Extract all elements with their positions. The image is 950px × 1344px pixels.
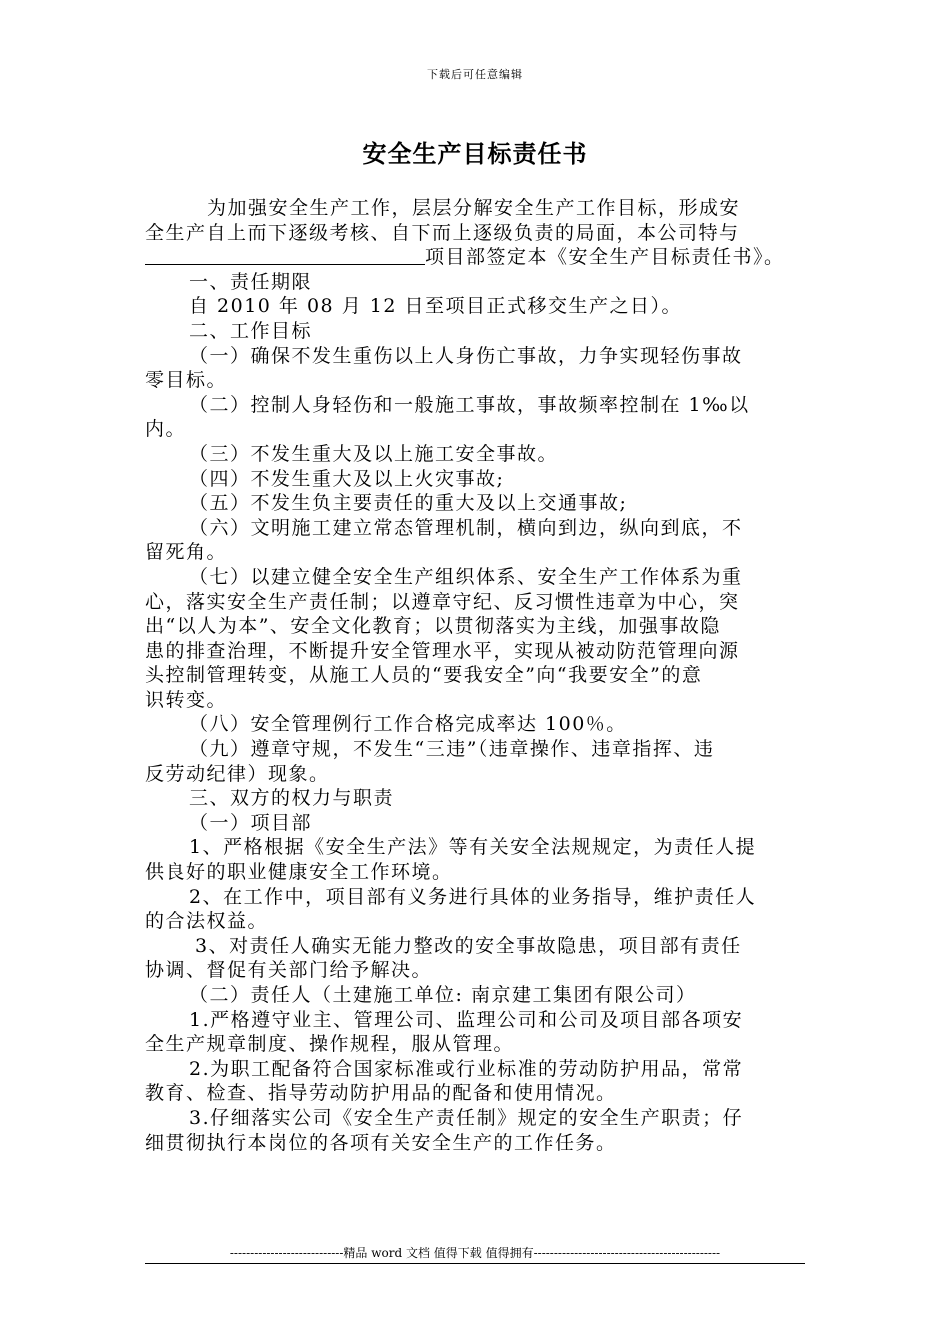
party-duty-3-line-1: 3.仔细落实公司《安全生产责任制》规定的安全生产职责；仔 <box>189 1106 744 1129</box>
goal-1-line-1: （一）确保不发生重伤以上人身伤亡事故，力争实现轻伤事故 <box>189 344 743 367</box>
party-duty-2-line-1: 2.为职工配备符合国家标准或行业标准的劳动防护用品，常常 <box>189 1057 744 1080</box>
goal-7-line-1: （七）以建立健全安全生产组织体系、安全生产工作体系为重 <box>189 565 743 588</box>
goal-7-line-3: 出“以人为本”、安全文化教育；以贯彻落实为主线，加强事故隐 <box>145 615 721 638</box>
goal-2-line-1: （二）控制人身轻伤和一般施工事故，事故频率控制在 1‰以 <box>189 393 750 416</box>
section-2-heading: 二、工作目标 <box>189 319 313 342</box>
party-duty-2-line-2: 教育、检查、指导劳动防护用品的配备和使用情况。 <box>145 1082 617 1105</box>
party-duty-1-line-2: 全生产规章制度、操作规程，服从管理。 <box>145 1033 515 1056</box>
intro-line-3 <box>145 245 815 270</box>
goal-7-line-6: 识转变。 <box>145 688 228 711</box>
intro-line-1: 为加强安全生产工作，层层分解安全生产工作目标，形成安 <box>207 197 741 219</box>
dept-duty-1-line-2: 供良好的职业健康安全工作环境。 <box>145 861 453 884</box>
document-title: 安全生产目标责任书 <box>362 139 588 168</box>
goal-5: （五）不发生负主要责任的重大及以上交通事故; <box>189 492 628 515</box>
subsection-responsible-party: （二）责任人（土建施工单位: 南京建工集团有限公司） <box>189 984 697 1006</box>
document-body <box>145 196 815 1155</box>
section-3-heading: 三、双方的权力与职责 <box>189 787 395 810</box>
footer-rule <box>145 1263 805 1264</box>
header-note: 下载后可任意编辑 <box>427 68 523 81</box>
goal-9-line-1: （九）遵章守规，不发生“三违”（违章操作、违章指挥、违 <box>189 738 715 761</box>
goal-6-line-2: 留死角。 <box>145 541 228 564</box>
dept-duty-3-line-1: 3、对责任人确实无能力整改的安全事故隐患，项目部有责任 <box>195 934 742 957</box>
goal-7-line-5: 头控制管理转变，从施工人员的“要我安全”向“我要安全”的意 <box>145 664 703 687</box>
goal-6-line-1: （六）文明施工建立常态管理机制，横向到边，纵向到底，不 <box>189 516 743 539</box>
goal-7-line-2: 心，落实安全生产责任制；以遵章守纪、反习惯性违章为中心，突 <box>145 590 740 613</box>
goal-2-line-2: 内。 <box>145 418 187 441</box>
intro-line-2: 全生产自上而下逐级考核、自下而上逐级负责的局面，本公司特与 <box>145 221 740 244</box>
subsection-project-dept: （一）项目部 <box>189 811 313 834</box>
dept-duty-1-line-1: 1、严格根据《安全生产法》等有关安全法规规定，为责任人提 <box>189 836 757 859</box>
dept-duty-2-line-1: 2、在工作中，项目部有义务进行具体的业务指导，维护责任人 <box>189 885 757 908</box>
goal-1-line-2: 零目标。 <box>145 369 228 392</box>
dept-duty-2-line-2: 的合法权益。 <box>145 910 269 933</box>
goal-4: （四）不发生重大及以上火灾事故; <box>189 467 505 490</box>
footer-note: ----------------------------精品 word 文档 值得下载 值得拥有---------------------------------------------- <box>229 1246 721 1260</box>
goal-8: （八）安全管理例行工作合格完成率达 100％。 <box>189 713 627 736</box>
goal-7-line-4: 患的排查治理，不断提升安全管理水平，实现从被动防范管理向源 <box>145 639 740 662</box>
party-duty-3-line-2: 细贯彻执行本岗位的各项有关安全生产的工作任务。 <box>145 1131 617 1154</box>
section-1-heading: 一、责任期限 <box>189 270 313 293</box>
dept-duty-3-line-2: 协调、督促有关部门给予解决。 <box>145 959 433 982</box>
goal-3: （三）不发生重大及以上施工安全事故。 <box>189 442 559 465</box>
goal-9-line-2: 反劳动纪律）现象。 <box>145 762 330 785</box>
section-1-text: 自 2010 年 08 月 12 日至项目正式移交生产之日）。 <box>189 295 682 318</box>
party-duty-1-line-1: 1.严格遵守业主、管理公司、监理公司和公司及项目部各项安 <box>189 1008 744 1031</box>
blank-underline <box>145 246 425 265</box>
intro-line-3-text: 项目部签定本《安全生产目标责任书》。 <box>425 246 785 269</box>
